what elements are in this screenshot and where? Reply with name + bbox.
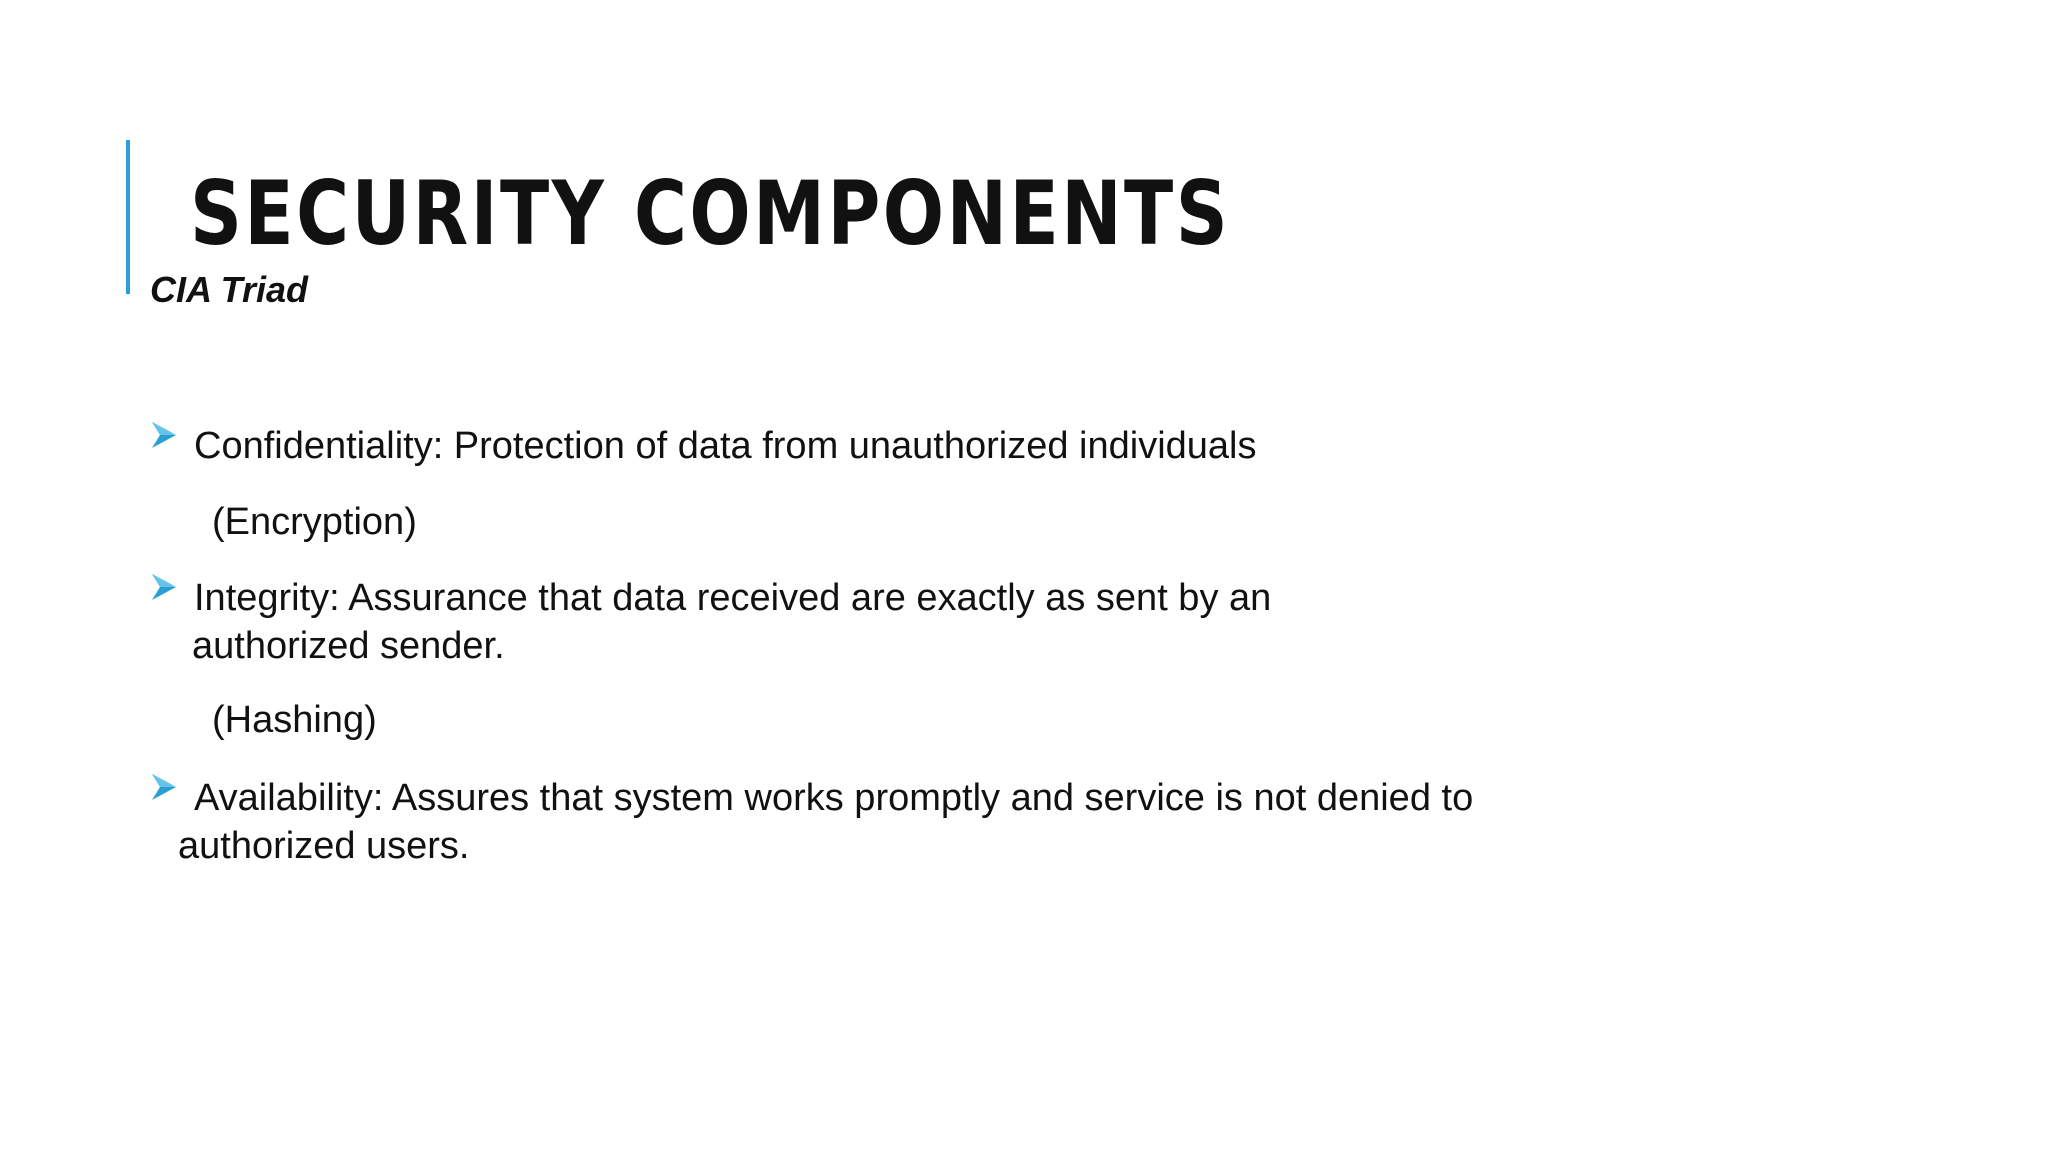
bullet-list (150, 0, 1750, 1152)
bullet-availability: Availability: Assures that system works promptly and service is not denied to (194, 777, 1474, 819)
bullet-integrity-note: (Hashing) (212, 699, 377, 741)
arrow-bullet-icon (150, 772, 178, 802)
bullet-integrity-line2: authorized sender. (192, 625, 505, 667)
bullet-availability-line2: authorized users. (178, 825, 470, 867)
bullet-integrity: Integrity: Assurance that data received are exactly as sent by an (194, 577, 1272, 619)
title-accent-bar (126, 140, 130, 294)
slide-title: SECURITY COMPONENTS (190, 162, 1231, 265)
slide-subtitle: CIA Triad (150, 269, 309, 310)
bullet-confidentiality: Confidentiality: Protection of data from unauthorized individuals (194, 425, 1257, 467)
arrow-bullet-icon (150, 572, 178, 602)
arrow-bullet-icon (150, 420, 178, 450)
bullet-confidentiality-note: (Encryption) (212, 501, 417, 543)
